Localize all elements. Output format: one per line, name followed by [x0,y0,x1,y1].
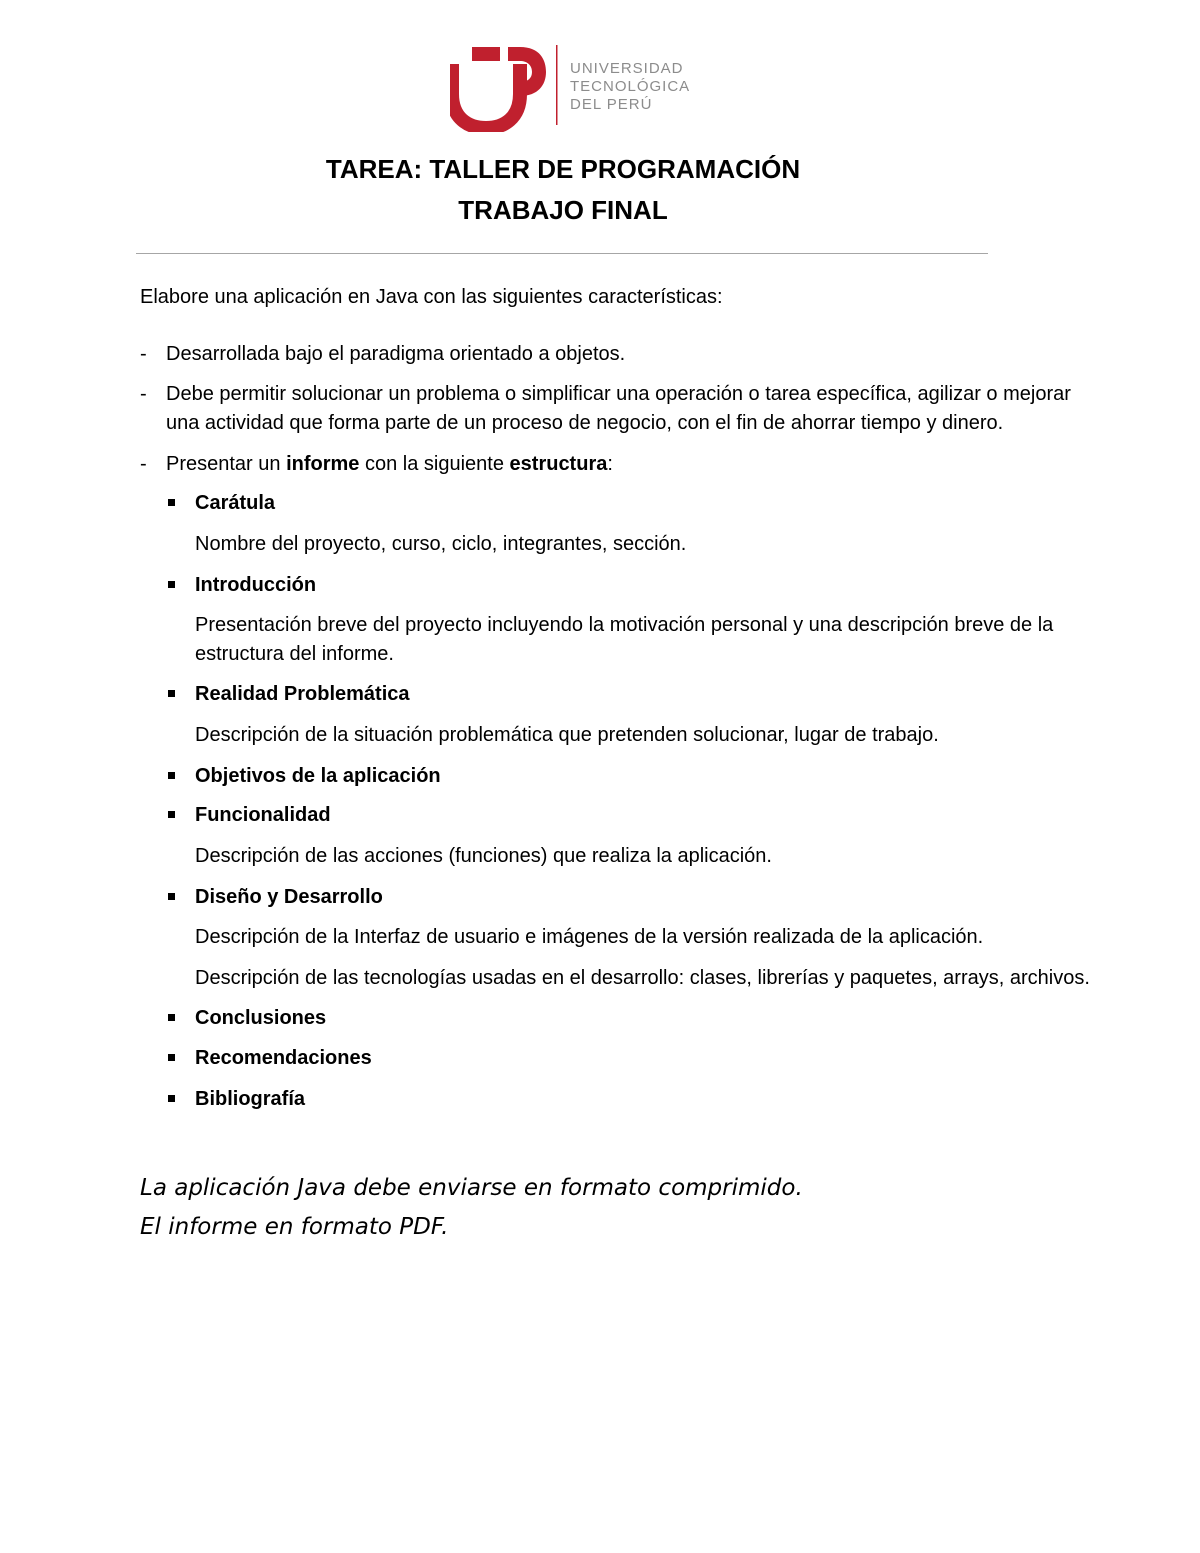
report-text-a: Presentar un [166,453,287,475]
bullet-icon [168,1054,175,1061]
report-text-estructura: estructura [509,453,608,475]
logo-line-1: UNIVERSIDAD [570,60,684,77]
report-text-informe: informe [286,453,360,475]
title-divider [136,253,988,254]
section-realidad-desc: Descripción de la situación problemática que pretenden solucionar, lugar de trabajo. [195,724,939,746]
bullet-icon [168,893,175,900]
section-conclusiones: Conclusiones [195,1007,327,1029]
section-diseno: Diseño y Desarrollo [195,886,383,908]
requirement-oop: Desarrollada bajo el paradigma orientado a objetos. [166,343,626,365]
logo-wordmark [570,60,690,114]
section-diseno-desc-1: Descripción de la Interfaz de usuario e imágenes de la versión realizada de la aplicación. [195,926,984,948]
footer-note-2: El informe en formato PDF. [140,1214,449,1240]
section-objetivos: Objetivos de la aplicación [195,765,441,787]
page-title: TAREA: TALLER DE PROGRAMACIÓN [325,154,801,184]
logo-line-2: TECNOLÓGICA [570,78,691,95]
dash-marker: - [140,343,147,365]
page-subtitle: TRABAJO FINAL [458,195,668,225]
bullet-icon [168,811,175,818]
dash-marker: - [140,453,147,475]
section-introduccion: Introducción [195,574,317,596]
section-funcionalidad: Funcionalidad [195,804,331,826]
section-caratula: Carátula [195,492,276,514]
requirement-problem-line-2: una actividad que forma parte de un proceso de negocio, con el fin de ahorrar tiempo y dinero. [166,412,1004,434]
section-recomendaciones: Recomendaciones [195,1047,372,1069]
logo-line-3: DEL PERÚ [570,96,653,113]
bullet-icon [168,581,175,588]
bullet-icon [168,1014,175,1021]
section-realidad: Realidad Problemática [195,683,410,705]
report-text-c: con la siguiente [359,453,510,475]
bullet-icon [168,772,175,779]
section-diseno-desc-2: Descripción de las tecnologías usadas en el desarrollo: clases, librerías y paquetes, arrays, archivos. [195,967,1090,989]
section-caratula-desc: Nombre del proyecto, curso, ciclo, integrantes, sección. [195,533,687,555]
requirement-problem-line-1: Debe permitir solucionar un problema o simplificar una operación o tarea específica, agilizar o mejorar [166,383,1071,405]
requirement-report [166,449,613,479]
bullet-icon [168,690,175,697]
bullet-icon [168,499,175,506]
dash-marker: - [140,383,147,405]
bullet-icon [168,1095,175,1102]
section-bibliografia: Bibliografía [195,1088,306,1110]
footer-note-1: La aplicación Java debe enviarse en formato comprimido. [140,1175,803,1201]
section-funcionalidad-desc: Descripción de las acciones (funciones) que realiza la aplicación. [195,845,772,867]
report-text-e: : [607,453,613,475]
section-introduccion-desc-1: Presentación breve del proyecto incluyendo la motivación personal y una descripción breve de la [195,614,1054,636]
section-introduccion-desc-2: estructura del informe. [195,643,394,665]
intro-paragraph: Elabore una aplicación en Java con las siguientes características: [140,286,723,308]
